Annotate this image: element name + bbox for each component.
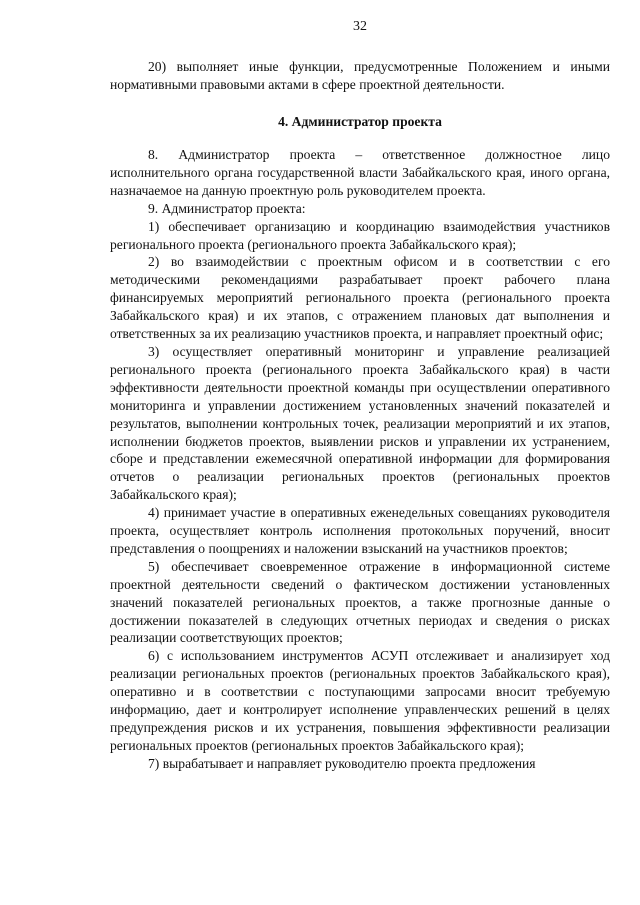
section-heading: 4. Администратор проекта [278, 114, 442, 129]
list-item-1: 1) обеспечивает организацию и координацию взаимодействия участников регионального проекта (регионального проекта Забайкальского края); [110, 218, 610, 252]
list-item-4: 4) принимает участие в оперативных еженедельных совещаниях руководителя проекта, осуществляет контроль исполнения протокольных поручений, вносит представления о поощрениях и наложении взысканий на участников проектов; [110, 505, 610, 556]
section-heading-block [110, 113, 610, 131]
paragraph-8: 8. Администратор проекта – ответственное должностное лицо исполнительного органа государственной власти Забайкальского края, иного органа, назначаемое на данную проектную роль руководителем проекта. [110, 147, 610, 198]
list-item-3: 3) осуществляет оперативный мониторинг и управление реализацией регионального проекта (регионального проекта Забайкальского края) в части эффективности деятельности проектной команды при осуществлении оперативного мониторинга и управлении достижением установленных значений показателей и результатов, выполнении контрольных точек, реализации мероприятий и их этапов, исполнении бюджетов проектов, выявлении рисков и управлении их устранением, сборе и представлении ежемесячной оперативной информации для формирования отчетов о реализации региональных проектов (региональных проектов Забайкальского края); [110, 343, 610, 503]
page-number: 32 [353, 19, 367, 34]
list-item-2: 2) во взаимодействии с проектным офисом и в соответствии с его методическими рекомендациями разрабатывает проект рабочего плана финансируемых мероприятий регионального проекта (регионального проекта Забайкальского края) и их этапов, с отражением плановых дат выполнения и ответственных за их реализацию участников проекта, и направляет проектный офис; [110, 254, 610, 342]
list-item-6: 6) с использованием инструментов АСУП отслеживает и анализирует ход реализации региональных проектов (региональных проектов Забайкальского края), оперативно и в соответствии с поступающими запросами вносит требуемую информацию, дает и контролирует исполнение управленческих решений в целях предупреждения рисков и их устранения, повышения эффективности реализации региональных проектов (региональных проектов Забайкальского края); [110, 648, 610, 753]
list-item-5: 5) обеспечивает своевременное отражение в информационной системе проектной деятельности сведений о фактическом достижении установленных значений показателей региональных проектов, а также прогнозные данные о достижении показателей в следующих отчетных периодах и сведения о рисках реализации соответствующих проектов; [110, 558, 610, 646]
main-text [110, 146, 610, 773]
item-20-paragraph [110, 58, 610, 94]
list-item: 20) выполняет иные функции, предусмотренные Положением и иными нормативными правовыми актами в сфере проектной деятельности. [110, 59, 610, 92]
list-item-7: 7) вырабатывает и направляет руководителю проекта предложения [148, 755, 536, 771]
paragraph-9: 9. Администратор проекта: [148, 200, 306, 216]
